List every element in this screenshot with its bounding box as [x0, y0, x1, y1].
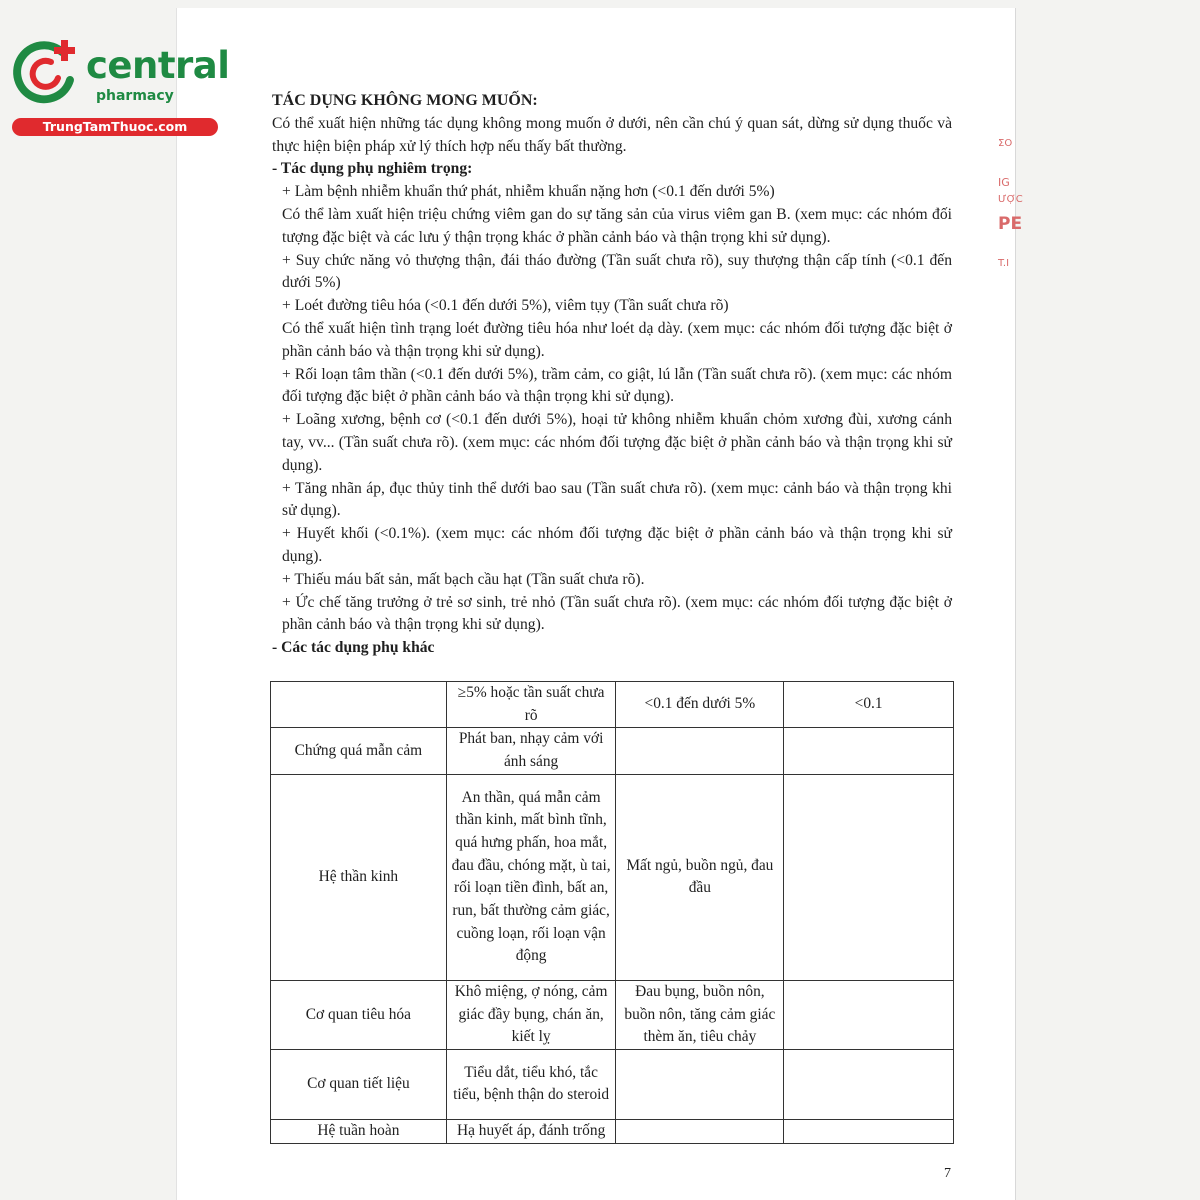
table-cell — [616, 1049, 784, 1119]
serious-item: + Suy chức năng vỏ thượng thận, đái tháo đường (Tần suất chưa rõ), suy thượng thận cấp tính (<0.1 đến dưới 5%) — [282, 251, 952, 292]
table-cell: Cơ quan tiêu hóa — [271, 980, 447, 1049]
table-cell: Chứng quá mẫn cảm — [271, 728, 447, 774]
stamp-fragment-icon: ΣΟ IG ƯỢC PE T.I — [998, 138, 1023, 269]
table-cell: Hệ thần kinh — [271, 774, 447, 980]
intro-paragraph: Có thể xuất hiện những tác dụng không mong muốn ở dưới, nên cần chú ý quan sát, dừng sử dụng thuốc và thực hiện biện pháp xử lý thích hợp nếu thấy bất thường. — [272, 114, 952, 155]
serious-item: + Loãng xương, bệnh cơ (<0.1 đến dưới 5%), hoại tử không nhiễm khuẩn chỏm xương đùi, xương cánh tay, vv... (Tần suất chưa rõ). (xem mục: các nhóm đối tượng đặc biệt ở phần cảnh báo và thận trọng khi sử dụng). — [282, 411, 952, 474]
table-cell — [616, 1119, 784, 1143]
table-cell: An thần, quá mẫn cảm thần kinh, mất bình tĩnh, quá hưng phấn, hoa mắt, đau đầu, chóng mặt, ù tai, rối loạn tiền đình, bất an, run, bất thường cảm giác, cuồng loạn, rối loạn vận động — [446, 774, 616, 980]
table-row — [271, 1119, 954, 1143]
table-row — [271, 1049, 954, 1119]
serious-item: + Loét đường tiêu hóa (<0.1 đến dưới 5%), viêm tụy (Tần suất chưa rõ) — [282, 297, 729, 315]
section-heading: TÁC DỤNG KHÔNG MONG MUỐN: — [272, 92, 538, 109]
table-cell — [616, 728, 784, 774]
table-row — [271, 774, 954, 980]
serious-item: + Ức chế tăng trưởng ở trẻ sơ sinh, trẻ nhỏ (Tần suất chưa rõ). (xem mục: các nhóm đối tượng đặc biệt ở phần cảnh báo và thận trọng khi sử dụng). — [282, 593, 952, 634]
table-cell: Khô miệng, ợ nóng, cảm giác đầy bụng, chán ăn, kiết lỵ — [446, 980, 616, 1049]
table-row — [271, 980, 954, 1049]
table-cell: Cơ quan tiết liệu — [271, 1049, 447, 1119]
logo-website: TrungTamThuoc.com — [12, 118, 218, 136]
table-cell — [784, 1049, 954, 1119]
table-header-cell — [271, 682, 447, 728]
table-header-cell: <0.1 đến dưới 5% — [616, 682, 784, 728]
table-cell — [784, 980, 954, 1049]
logo-sub: pharmacy — [96, 88, 174, 104]
side-effects-table — [270, 681, 954, 1144]
table-cell: Hệ tuần hoàn — [271, 1119, 447, 1143]
serious-item: + Thiếu máu bất sản, mất bạch cầu hạt (Tần suất chưa rõ). — [282, 570, 645, 588]
table-cell: Tiểu dắt, tiểu khó, tắc tiểu, bệnh thận do steroid — [446, 1049, 616, 1119]
table-cell: Phát ban, nhạy cảm với ánh sáng — [446, 728, 616, 774]
table-row — [271, 728, 954, 774]
table-header-row — [271, 682, 954, 728]
serious-item: + Rối loạn tâm thần (<0.1 đến dưới 5%), trầm cảm, co giật, lú lẫn (Tần suất chưa rõ). (xem mục: các nhóm đối tượng đặc biệt ở phần cảnh báo và thận trọng khi sử dụng). — [282, 365, 952, 406]
central-pharmacy-logo-icon — [10, 38, 80, 108]
table-header-cell: <0.1 — [784, 682, 954, 728]
table-cell: Đau bụng, buồn nôn, buồn nôn, tăng cảm giác thèm ăn, tiêu chảy — [616, 980, 784, 1049]
table-cell: Mất ngủ, buồn ngủ, đau đầu — [616, 774, 784, 980]
other-effects-title: - Các tác dụng phụ khác — [272, 639, 435, 657]
logo-name: central — [86, 44, 230, 87]
serious-item: + Tăng nhãn áp, đục thủy tinh thể dưới bao sau (Tần suất chưa rõ). (xem mục: cảnh báo và thận trọng khi sử dụng). — [282, 479, 952, 520]
serious-item: + Làm bệnh nhiễm khuẩn thứ phát, nhiễm khuẩn nặng hơn (<0.1 đến dưới 5%) — [282, 183, 775, 201]
brand-logo — [10, 38, 230, 138]
page-number: 7 — [944, 1166, 951, 1181]
table-cell — [784, 774, 954, 980]
table-header-cell: ≥5% hoặc tần suất chưa rõ — [446, 682, 616, 728]
table-cell — [784, 1119, 954, 1143]
serious-item: + Huyết khối (<0.1%). (xem mục: các nhóm đối tượng đặc biệt ở phần cảnh báo và thận trọng khi sử dụng). — [282, 525, 952, 565]
document-body — [272, 90, 952, 660]
table-cell — [784, 728, 954, 774]
serious-item: Có thể làm xuất hiện triệu chứng viêm gan do sự tăng sản của virus viêm gan B. (xem mục: các nhóm đối tượng đặc biệt và các lưu ý thận trọng khác ở phần cảnh báo và thận trọng khi sử dụng). — [282, 205, 952, 246]
serious-item: Có thể xuất hiện tình trạng loét đường tiêu hóa như loét dạ dày. (xem mục: các nhóm đối tượng đặc biệt ở phần cảnh báo và thận trọng khi sử dụng). — [282, 319, 952, 360]
table-cell: Hạ huyết áp, đánh trống — [446, 1119, 616, 1143]
serious-effects-title: - Tác dụng phụ nghiêm trọng: — [272, 160, 473, 178]
